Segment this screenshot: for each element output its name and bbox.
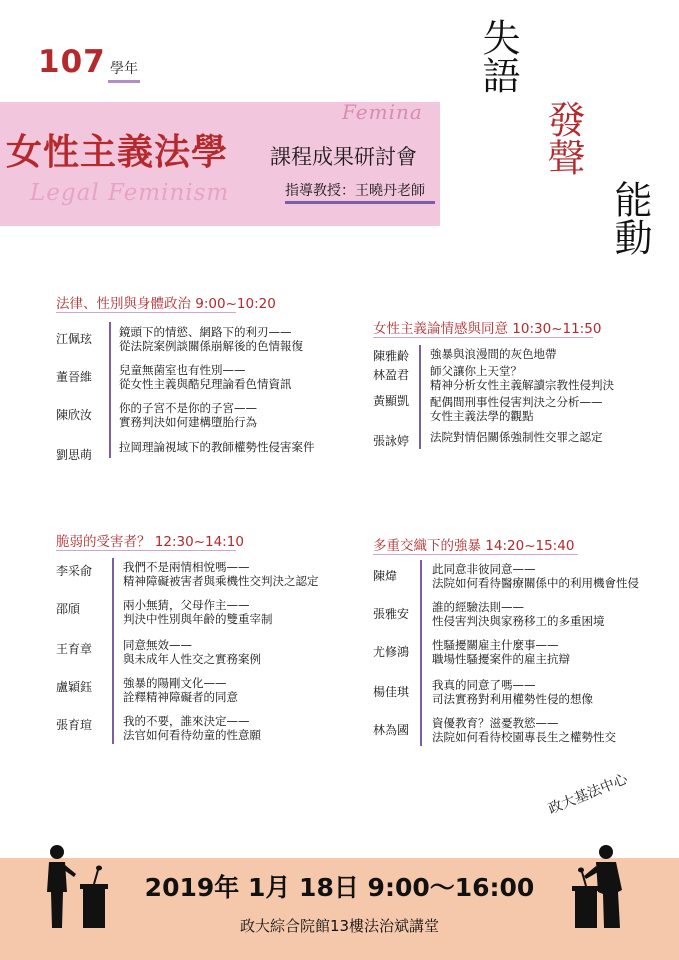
sub-title: 課程成果研討會 (270, 145, 417, 169)
talk-title: 法院對情侶關係強制性交罪之認定 (430, 430, 603, 444)
speaker-name: 張育瑄 (56, 718, 93, 732)
event-venue: 政大綜合院館13樓法治斌講堂 (239, 917, 440, 935)
slogan-3: 能動 (608, 180, 652, 256)
session-1-bar (109, 322, 111, 458)
year-number: 107 (38, 44, 106, 80)
year-suffix: 學年 (110, 61, 138, 77)
slogan-2: 發聲 (541, 100, 585, 176)
session-2-title: 女性主義論情感與同意 10:30~11:50 (373, 321, 602, 337)
speaker-at-podium-icon (40, 842, 120, 930)
session-1-title: 法律、性別與身體政治 9:00~10:20 (56, 296, 276, 312)
session-2-underline (373, 337, 593, 338)
speaker-name: 劉思萌 (56, 448, 93, 462)
session-4-title: 多重交織下的強暴 14:20~15:40 (373, 538, 575, 554)
speaker-name: 林盈君 (373, 368, 410, 382)
speaker-name: 陳煒 (373, 569, 398, 583)
speaker-name: 盧穎鈺 (56, 680, 93, 694)
speaker-name: 楊佳琪 (373, 685, 410, 699)
talk-title: 鏡頭下的情慾、網路下的利刃—— 從法院案例談關係崩解後的色情報復 (119, 325, 303, 353)
talk-title: 強暴的陽剛文化—— 詮釋精神障礙者的同意 (123, 676, 238, 704)
deco-text-legal-feminism: Legal Feminism (30, 180, 230, 206)
talk-title: 拉岡理論視域下的教師權勢性侵害案件 (119, 440, 315, 454)
session-3-bar (112, 558, 114, 744)
speaker-name: 王育章 (56, 642, 93, 656)
speaker-name: 董晉維 (56, 370, 93, 384)
speaker-name: 邵頎 (56, 602, 81, 616)
talk-title: 師父讓你上天堂？ 精神分析女性主義解讀宗教性侵判決 (430, 364, 614, 392)
talk-title: 配偶間刑事性侵害判決之分析—— 女性主義法學的觀點 (430, 395, 603, 423)
talk-title: 你的子宮不是你的子宮—— 實務判決如何建構墮胎行為 (119, 401, 257, 429)
main-title: 女性主義法學 (6, 132, 229, 173)
talk-title: 兒童無菌室也有性別—— 從女性主義與酷兒理論看色情資訊 (119, 363, 292, 391)
speaker-name: 張雅安 (373, 607, 410, 621)
slogan-1: 失語 (476, 18, 520, 94)
speaker-name: 張詠婷 (373, 434, 410, 448)
talk-title: 同意無效—— 與未成年人性交之實務案例 (123, 638, 261, 666)
session-4-underline (373, 554, 578, 555)
talk-title: 我的不要，誰來決定—— 法官如何看待幼童的性意願 (123, 714, 261, 742)
speaker-name: 李采俞 (56, 564, 93, 578)
talk-title: 兩小無猜，父母作主—— 判決中性別與年齡的雙重宰制 (123, 598, 273, 626)
session-3-underline (56, 550, 236, 551)
advisor-underline (285, 201, 435, 204)
session-3-title: 脆弱的受害者？ 12:30~14:10 (56, 534, 244, 550)
deco-text-femina: Femina (342, 100, 423, 124)
event-date-time: 2019年 1月 18日 9:00～16:00 (144, 873, 535, 902)
advisor-line: 指導教授：王曉丹老師 (285, 183, 425, 199)
speaker-name: 陳欣汝 (56, 408, 93, 422)
session-4-bar (420, 560, 422, 746)
session-2-bar (419, 345, 421, 449)
speaker-name: 黃顯凱 (373, 394, 410, 408)
talk-title: 強暴與浪漫間的灰色地帶 (430, 347, 557, 361)
organizer-stamp: 政大基法中心 (546, 771, 631, 818)
talk-title: 誰的經驗法則—— 性侵害判決與家務移工的多重困境 (432, 600, 605, 628)
talk-title: 此同意非彼同意—— 法院如何看待醫療關係中的利用機會性侵 (432, 562, 639, 590)
speaker-name: 陳雅齡 (373, 349, 410, 363)
year-underline (108, 80, 140, 83)
session-1-underline (56, 312, 236, 313)
talk-title: 資優教育？滋憂教慾—— 法院如何看待校園專長生之權勢性交 (432, 716, 616, 744)
talk-title: 性騷擾關雇主什麼事—— 職場性騷擾案件的雇主抗辯 (432, 638, 570, 666)
speaker-name: 林為國 (373, 723, 410, 737)
speaker-name: 江佩玹 (56, 332, 93, 346)
talk-title: 我真的同意了嗎—— 司法實務對利用權勢性侵的想像 (432, 678, 593, 706)
talk-title: 我們不是兩情相悅嗎—— 精神障礙被害者與乘機性交判決之認定 (123, 560, 319, 588)
speaker-name: 尤修鴻 (373, 645, 410, 659)
speaker-at-podium-icon (570, 842, 650, 930)
